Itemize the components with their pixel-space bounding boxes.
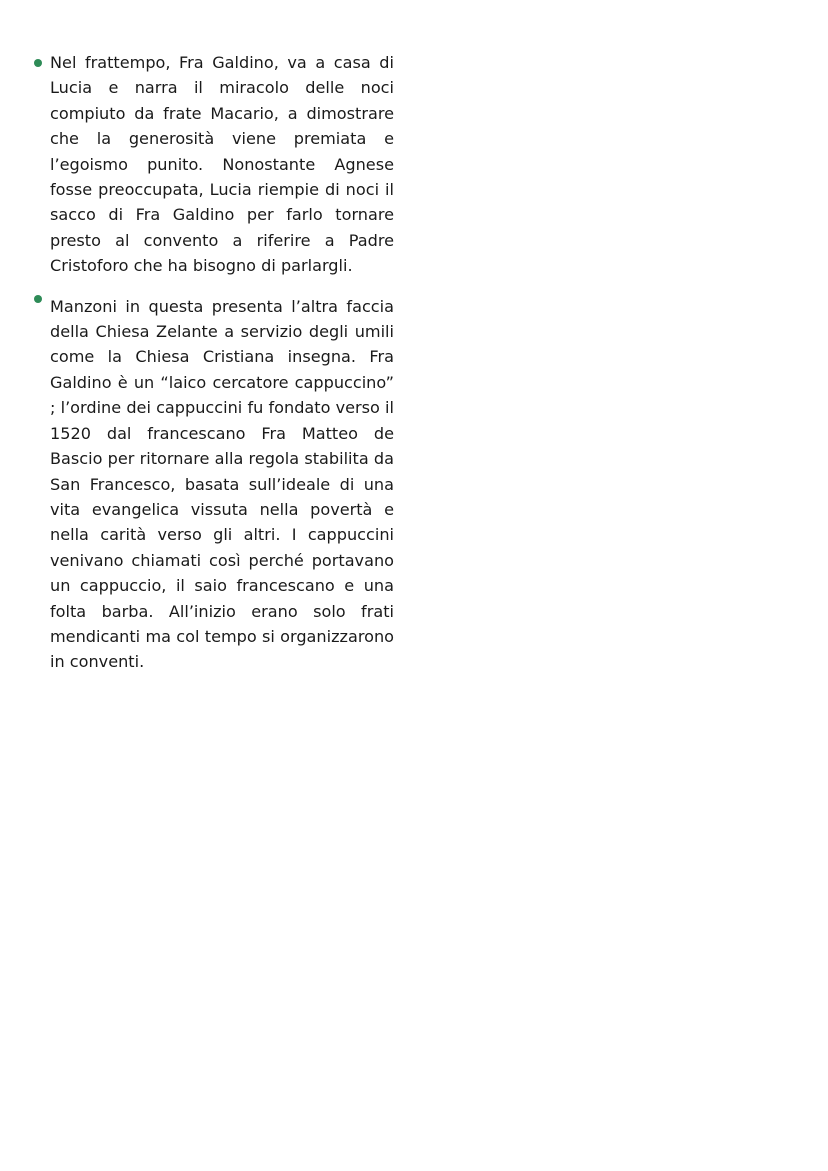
- list-item: [34, 294, 394, 675]
- paragraph-cappuccini: Manzoni in questa presenta l’altra faccia della Chiesa Zelante a servizio degli umili come la Chiesa Cristiana insegna. Fra Galdino è un “laico cercatore cappuccino” ; l’ordine dei cappuccini fu fondato verso il 1520 dal francescano Fra Matteo de Bascio per ritornare alla regola stabilita da San Francesco, basata sull’ideale di una vita evangelica vissuta nella povertà e nella carità verso gli altri. I cappuccini venivano chiamati così perché portavano un cappuccio, il saio francescano e una folta barba. All’inizio erano solo frati mendicanti ma col tempo si organizzarono in conventi.: [50, 296, 394, 672]
- list-item: [34, 50, 394, 279]
- paragraph-fra-galdino: Nel frattempo, Fra Galdino, va a casa di Lucia e narra il miracolo delle noci compiuto da frate Macario, a dimostrare che la generosità viene premiata e l’egoismo punito. Nonostante Agnese fosse preoccupata, Lucia riempie di noci il sacco di Fra Galdino per farlo tornare presto al convento a riferire a Padre Cristoforo che ha bisogno di parlargli.: [50, 53, 394, 276]
- bullet-list: [34, 50, 394, 690]
- bullet-dot-icon: [34, 59, 42, 67]
- bullet-dot-icon: [34, 295, 42, 303]
